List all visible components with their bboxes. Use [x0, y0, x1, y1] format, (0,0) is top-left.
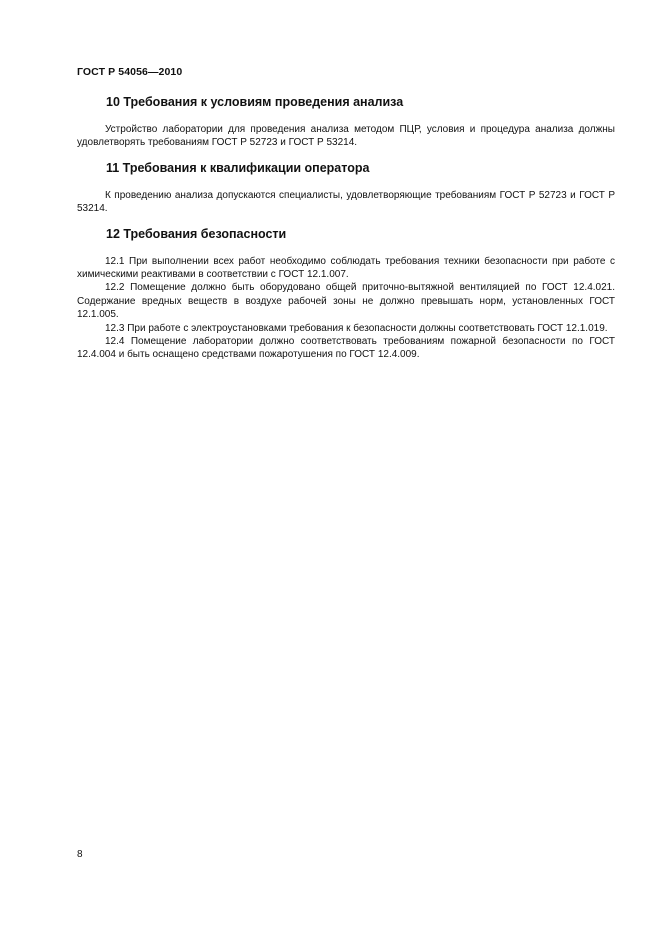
paragraph: Устройство лаборатории для проведения анализа методом ПЦР, условия и процедура анализа должны удовлетворять требованиям ГОСТ Р 52723 и ГОСТ Р 53214. [77, 124, 615, 149]
section-safety [77, 226, 615, 362]
document-code: ГОСТ Р 54056—2010 [77, 66, 183, 78]
section-heading: 10 Требования к условиям проведения анализа [106, 95, 404, 109]
paragraph: 12.3 При работе с электроустановками требования к безопасности должны соответствовать ГОСТ 12.1.019. [105, 322, 608, 334]
section-heading: 11 Требования к квалификации оператора [106, 160, 370, 175]
document-body [77, 94, 615, 372]
section-conditions [77, 94, 615, 150]
paragraph: К проведению анализа допускаются специалисты, удовлетворяющие требованиям ГОСТ Р 52723 и ГОСТ Р 53214. [77, 189, 615, 215]
paragraph: 12.2 Помещение должно быть оборудовано общей приточно-вытяжной вентиляцией по ГОСТ 12.4.021. Содержание вредных веществ в воздухе рабочей зоны не должно превышать норм, установленных ГОСТ 12.1.005. [77, 282, 615, 321]
section-heading: 12 Требования безопасности [106, 226, 287, 241]
paragraph: 12.1 При выполнении всех работ необходимо соблюдать требования техники безопасности при работе с химическими реактивами в соответствии с ГОСТ 12.1.007. [77, 255, 615, 281]
section-qualification [77, 160, 615, 216]
page-number: 8 [77, 849, 83, 860]
paragraph: 12.4 Помещение лаборатории должно соответствовать требованиям пожарной безопасности по ГОСТ 12.4.004 и быть оснащено средствами пожаротушения по ГОСТ 12.4.009. [77, 336, 615, 361]
